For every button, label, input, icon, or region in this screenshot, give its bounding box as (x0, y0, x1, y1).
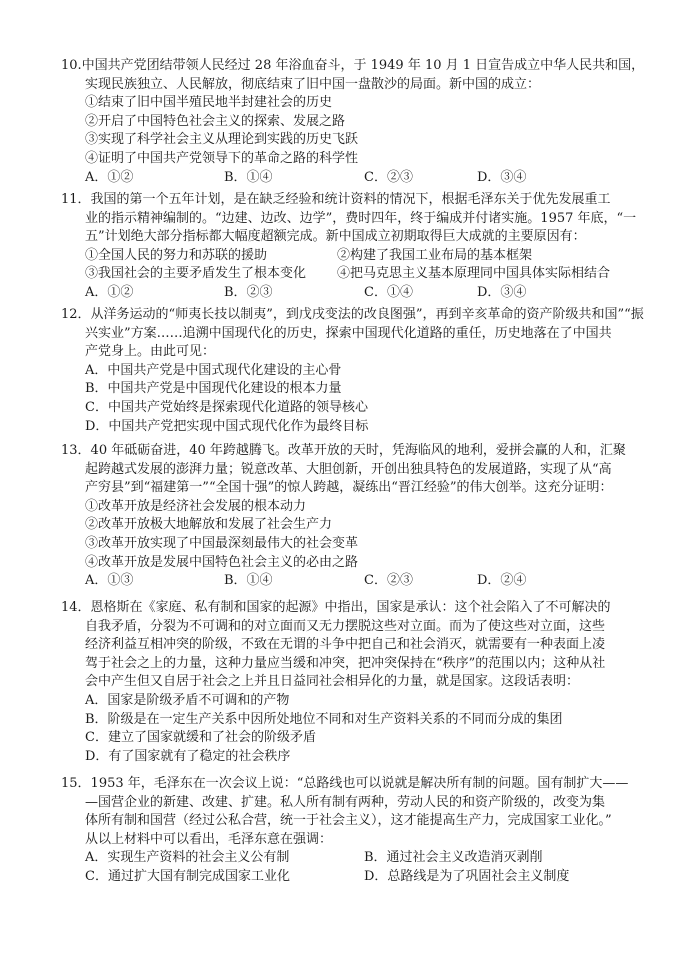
question-stem-line: 起跨越式发展的澎湃力量；锐意改革、大胆创新，开创出独具特色的发展道路，实现了从“高 (85, 461, 612, 477)
statement-item: ②改革开放极大地解放和发展了社会生产力 (85, 517, 333, 533)
answer-choice-c: C．建立了国家就缓和了社会的阶级矛盾 (85, 730, 316, 746)
question-stem-line: 经济利益互相冲突的阶级，不致在无谓的斗争中把自己和社会消灭，就需要有一种表面上凌 (85, 637, 606, 653)
question-13 (61, 442, 667, 591)
statement-pair-row (61, 265, 667, 284)
answer-choice-a: A．中国共产党是中国式现代化建设的主心骨 (85, 362, 342, 378)
answer-choice-b: B．①④ (224, 169, 273, 185)
answer-choice-a: A．①③ (85, 573, 134, 589)
statement-item: ①改革开放是经济社会发展的根本动力 (85, 498, 307, 514)
question-15 (61, 775, 667, 887)
question-stem-line: 11．我国的第一个五年计划，是在缺乏经验和统计资料的情况下，根据毛泽东关于优先发展重工 (61, 192, 611, 207)
question-stem-line: 五”计划绝大部分指标都大幅度超额完成。新中国成立初期取得巨大成就的主要原因有： (85, 229, 586, 245)
answer-choice-a: A．①② (85, 169, 134, 185)
question-stem-line: 15．1953 年，毛泽东在一次会议上说：“总路线也可以说就是解决所有制的问题。国有制扩大—— (61, 776, 629, 791)
answer-choices-row (61, 169, 667, 188)
statement-item: ④把马克思主义基本原理同中国具体实际相结合 (337, 266, 611, 282)
question-12 (61, 306, 667, 436)
statement-item: ②构建了我国工业布局的基本框架 (337, 247, 533, 263)
answer-choices-pair-row (61, 868, 667, 887)
question-stem-line: 会中产生但又自居于社会之上并且日益同社会相异化的力量，就是国家。这段话表明： (85, 674, 580, 690)
answer-choice-d: D．总路线是为了巩固社会主义制度 (364, 868, 570, 884)
statement-item: ④证明了中国共产党领导下的革命之路的科学性 (85, 150, 359, 166)
question-stem-line: 从以上材料中可以看出，毛泽东意在强调： (85, 831, 333, 847)
answer-choices-pair-row (61, 849, 667, 868)
statement-pair-row (61, 247, 667, 266)
answer-choice-b: B．阶级是在一定生产关系中因所处地位不同和对生产资料关系的不同而分成的集团 (85, 711, 563, 727)
answer-choices-row (61, 572, 667, 591)
statement-item: ①结束了旧中国半殖民地半封建社会的历史 (85, 95, 333, 111)
question-stem-line: 业的指示精神编制的。“边建、边改、边学”，费时四年，终于编成并付诸实施。1957 年底，“一 (85, 210, 637, 226)
answer-choices-row (61, 284, 667, 303)
question-stem-line: 10.中国共产党团结带领人民经过 28 年浴血奋斗，于 1949 年 10 月 1 日宣告成立中华人民共和国， (61, 58, 645, 73)
answer-choice-b: B．①④ (224, 573, 273, 589)
question-stem-line: 实现民族独立、人民解放，彻底结束了旧中国一盘散沙的局面。新中国的成立： (85, 76, 541, 92)
answer-choice-b: B．②③ (224, 284, 273, 300)
answer-choice-d: D．③④ (477, 284, 527, 300)
answer-choice-a: A．实现生产资料的社会主义公有制 (85, 850, 290, 866)
question-stem-line: 产党身上。由此可见： (85, 344, 216, 360)
question-stem-line: —国营企业的新建、改建、扩建。私人所有制有两种，劳动人民的和资产阶级的，改变为集 (85, 794, 606, 810)
question-stem-line: 驾于社会之上的力量，这种力量应当缓和冲突，把冲突保持在“秩序”的范围以内；这种从社 (85, 655, 606, 671)
question-11 (61, 191, 667, 303)
statement-item: ③改革开放实现了中国最深刻最伟大的社会变革 (85, 535, 359, 551)
question-stem-line: 兴实业”方案……追溯中国现代化的历史，探索中国现代化道路的重任，历史地落在了中国共 (85, 325, 612, 341)
answer-choice-d: D．③④ (477, 169, 527, 185)
answer-choice-b: B．中国共产党是中国现代化建设的根本力量 (85, 381, 342, 397)
question-stem-line: 13．40 年砥砺奋进，40 年跨越腾飞。改革开放的天时，凭海临风的地利，爱拼会赢的人和，汇聚 (61, 443, 626, 458)
answer-choice-c: C．②③ (364, 169, 413, 185)
answer-choice-a: A．国家是阶级矛盾不可调和的产物 (85, 692, 290, 708)
answer-choice-d: D．中国共产党把实现中国式现代化作为最终目标 (85, 418, 369, 434)
answer-choice-c: C．通过扩大国有制完成国家工业化 (85, 868, 290, 884)
question-stem-line: 自我矛盾，分裂为不可调和的对立面而又无力摆脱这些对立面。而为了使这些对立面，这些 (85, 618, 606, 634)
answer-choice-c: C．②③ (364, 573, 413, 589)
statement-item: ②开启了中国特色社会主义的探索、发展之路 (85, 113, 346, 129)
answer-choice-b: B．通过社会主义改造消灭剥削 (364, 850, 543, 866)
answer-choice-d: D．②④ (477, 573, 527, 589)
statement-item: ③实现了科学社会主义从理论到实践的历史飞跃 (85, 132, 359, 148)
statement-item: ③我国社会的主要矛盾发生了根本变化 (85, 266, 307, 282)
question-10 (61, 57, 667, 187)
statement-item: ④改革开放是发展中国特色社会主义的必由之路 (85, 554, 359, 570)
question-14 (61, 599, 667, 766)
question-stem-line: 产穷县”到“福建第一”“全国十强”的惊人跨越，凝练出“晋江经验”的伟大创举。这充分证明： (85, 480, 613, 496)
answer-choice-c: C．①④ (364, 284, 413, 300)
question-stem-line: 体所有制和国营（经过公私合营，统一于社会主义），这才能提高生产力，完成国家工业化。” (85, 813, 612, 829)
answer-choice-d: D．有了国家就有了稳定的社会秩序 (85, 748, 291, 764)
answer-choice-c: C．中国共产党始终是探索现代化道路的领导核心 (85, 399, 368, 415)
statement-item: ①全国人民的努力和苏联的援助 (85, 247, 268, 263)
answer-choice-a: A．①② (85, 284, 134, 300)
question-stem-line: 12．从洋务运动的“师夷长技以制夷”，到戊戌变法的改良图强”，再到辛亥革命的资产阶级共和国”“振 (61, 307, 644, 322)
question-stem-line: 14．恩格斯在《家庭、私有制和国家的起源》中指出，国家是承认：这个社会陷入了不可解决的 (61, 600, 611, 615)
